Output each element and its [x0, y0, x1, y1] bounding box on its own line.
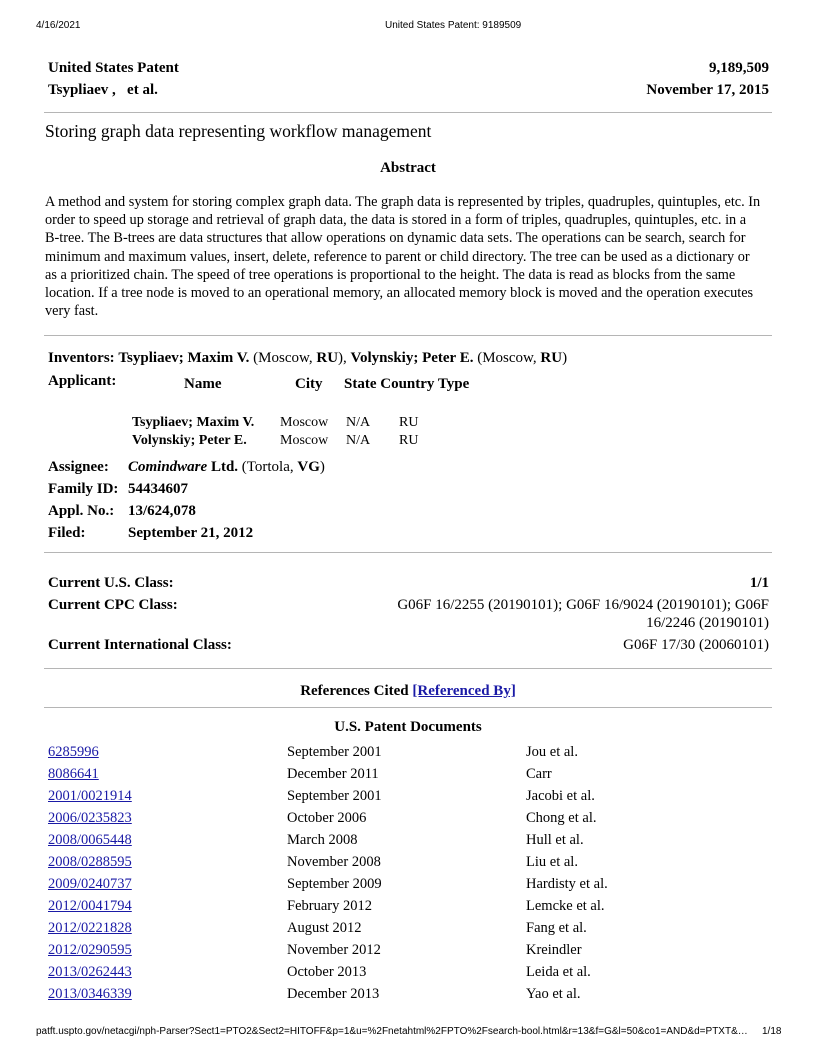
reference-number-cell: [48, 785, 287, 807]
reference-number-link[interactable]: 2009/0240737: [48, 875, 132, 892]
cpc-class-label: Current CPC Class:: [48, 597, 178, 613]
applicant-country: RU: [399, 433, 419, 448]
reference-inventor: Liu et al.: [526, 853, 578, 870]
reference-date: October 2006: [287, 809, 367, 826]
assignee-name-rest: Ltd.: [207, 459, 239, 475]
family-id-label: Family ID:: [48, 481, 119, 497]
reference-inventor: Yao et al.: [526, 985, 581, 1002]
applicant-city: Moscow: [280, 415, 329, 430]
reference-date: November 2012: [287, 941, 381, 958]
references-heading: References Cited: [300, 683, 409, 699]
print-date: 4/16/2021: [36, 20, 81, 31]
divider: [44, 112, 772, 113]
reference-number-link[interactable]: 2006/0235823: [48, 809, 132, 826]
inventor-separator: ),: [338, 350, 351, 366]
reference-number-cell: [48, 807, 287, 829]
assignee-name-italic: Comindware: [128, 459, 208, 475]
print-title: United States Patent: 9189509: [385, 20, 522, 31]
reference-number-link[interactable]: 2013/0262443: [48, 963, 132, 980]
reference-row: [48, 785, 768, 807]
divider: [44, 552, 772, 553]
reference-inventor: Jacobi et al.: [526, 787, 595, 804]
filed-label: Filed:: [48, 525, 86, 541]
reference-date: September 2001: [287, 787, 382, 804]
reference-number-link[interactable]: 2008/0288595: [48, 853, 132, 870]
inventor-name: Volynskiy; Peter E.: [350, 350, 474, 366]
reference-date: October 2013: [287, 963, 367, 980]
reference-number-cell: [48, 961, 287, 983]
assignee-label: Assignee:: [48, 459, 109, 475]
reference-row: [48, 983, 768, 1005]
inventor-location: (Moscow,: [473, 350, 541, 366]
appl-no-value: 13/624,078: [128, 503, 196, 519]
reference-row: [48, 763, 768, 785]
reference-inventor: Leida et al.: [526, 963, 591, 980]
filed-value: September 21, 2012: [128, 525, 254, 541]
footer-url: patft.uspto.gov/netacgi/nph-Parser?Sect1=PTO2&Sect2=HITOFF&p=1&u=%2Fnetahtml%2FPTO%2Fsearch-bool.html&r=13&f=G&l=50&co1=AND&d=PTXT&…: [36, 1026, 748, 1037]
inventors-line: [48, 349, 567, 367]
appl-no-label: Appl. No.:: [48, 503, 115, 519]
reference-date: December 2013: [287, 985, 380, 1002]
reference-row: [48, 939, 768, 961]
footer-page: 1/18: [762, 1026, 782, 1037]
reference-date: February 2012: [287, 897, 372, 914]
reference-number-cell: [48, 983, 287, 1005]
reference-number-link[interactable]: 2012/0290595: [48, 941, 132, 958]
divider: [44, 668, 772, 669]
us-class-value: 1/1: [749, 575, 769, 591]
intl-class-value: G06F 17/30 (20060101): [623, 637, 769, 653]
reference-inventor: Hull et al.: [526, 831, 584, 848]
applicant-col-city: City: [295, 376, 323, 392]
reference-date: March 2008: [287, 831, 358, 848]
reference-row: [48, 873, 768, 895]
inventor-country: RU: [316, 350, 339, 366]
reference-inventor: Kreindler: [526, 941, 582, 958]
assignee-value: [128, 458, 325, 476]
family-id-value: 54434607: [128, 481, 188, 497]
reference-inventor: Chong et al.: [526, 809, 597, 826]
applicant-city: Moscow: [280, 433, 329, 448]
reference-number-link[interactable]: 2013/0346339: [48, 985, 132, 1002]
reference-inventor: Hardisty et al.: [526, 875, 608, 892]
reference-date: August 2012: [287, 919, 362, 936]
assignee-close: ): [319, 459, 325, 475]
applicant-state: N/A: [346, 415, 371, 430]
reference-number-cell: [48, 939, 287, 961]
reference-row: [48, 807, 768, 829]
reference-number-link[interactable]: 2012/0221828: [48, 919, 132, 936]
reference-row: [48, 917, 768, 939]
cpc-class-line1: G06F 16/2255 (20190101); G06F 16/9024 (20190101); G06F: [397, 597, 769, 613]
reference-inventor: Jou et al.: [526, 743, 578, 760]
reference-row: [48, 961, 768, 983]
applicant-col-rest: State Country Type: [344, 376, 470, 392]
references-table: [48, 741, 768, 1005]
inventor-name: Tsypliaev; Maxim V.: [118, 350, 250, 366]
reference-number-cell: [48, 873, 287, 895]
inventor-separator: ): [562, 350, 568, 366]
reference-number-link[interactable]: 2001/0021914: [48, 787, 132, 804]
reference-row: [48, 895, 768, 917]
reference-number-link[interactable]: 2008/0065448: [48, 831, 132, 848]
patent-title: Storing graph data representing workflow management: [45, 121, 432, 141]
abstract-heading: Abstract: [380, 160, 436, 176]
reference-number-cell: [48, 829, 287, 851]
referenced-by-link[interactable]: [Referenced By]: [412, 683, 516, 699]
inventors-label: Inventors:: [48, 350, 115, 366]
reference-row: [48, 741, 768, 763]
reference-number-cell: [48, 763, 287, 785]
abstract-text: A method and system for storing complex graph data. The graph data is represented by triples, quadruples, quintuples, etc. In order to speed up storage and retrieval of graph data, the data is stored in a form of triples, quadruples, quintuples, etc. in a B-tree. The B-trees are data structures that allow operations on dynamic data sets. The operations can be search, search for minimum and maximum values, insert, delete, reference to parent or child directory. The tree can be used as a dictionary or as a prioritized chain. The speed of tree operations is proportional to the height. The data is read as blocks from the same location. If a tree node is moved to an operational memory, an allocated memory block is moved and the operation executes very fast.: [45, 194, 761, 320]
assignee-location: (Tortola,: [238, 459, 298, 475]
reference-date: September 2001: [287, 743, 382, 760]
reference-number-cell: [48, 741, 287, 763]
reference-inventor: Carr: [526, 765, 552, 782]
inventor-location: (Moscow,: [249, 350, 317, 366]
patent-label: United States Patent: [48, 60, 179, 76]
applicant-name: Tsypliaev; Maxim V.: [132, 415, 255, 430]
reference-inventor: Fang et al.: [526, 919, 587, 936]
reference-number-cell: [48, 895, 287, 917]
reference-date: September 2009: [287, 875, 382, 892]
patent-date: November 17, 2015: [646, 82, 769, 98]
applicant-col-name: Name: [184, 376, 222, 392]
divider: [44, 707, 772, 708]
reference-inventor: Lemcke et al.: [526, 897, 605, 914]
us-patent-documents-heading: U.S. Patent Documents: [334, 719, 482, 735]
applicant-state: N/A: [346, 433, 371, 448]
reference-number-link[interactable]: 6285996: [48, 743, 99, 760]
reference-row: [48, 829, 768, 851]
patent-inventors-short: Tsypliaev , et al.: [48, 82, 158, 98]
applicant-name: Volynskiy; Peter E.: [132, 433, 247, 448]
assignee-country: VG: [297, 459, 320, 475]
inventor-country: RU: [540, 350, 563, 366]
intl-class-label: Current International Class:: [48, 637, 232, 653]
us-class-label: Current U.S. Class:: [48, 575, 174, 591]
applicant-label: Applicant:: [48, 373, 117, 389]
reference-number-cell: [48, 851, 287, 873]
reference-date: December 2011: [287, 765, 379, 782]
reference-row: [48, 851, 768, 873]
reference-date: November 2008: [287, 853, 381, 870]
cpc-class-line2: 16/2246 (20190101): [646, 615, 769, 631]
reference-number-link[interactable]: 8086641: [48, 765, 99, 782]
reference-number-cell: [48, 917, 287, 939]
divider: [44, 335, 772, 336]
applicant-country: RU: [399, 415, 419, 430]
references-heading-line: [0, 682, 816, 700]
patent-number: 9,189,509: [709, 60, 769, 76]
reference-number-link[interactable]: 2012/0041794: [48, 897, 132, 914]
